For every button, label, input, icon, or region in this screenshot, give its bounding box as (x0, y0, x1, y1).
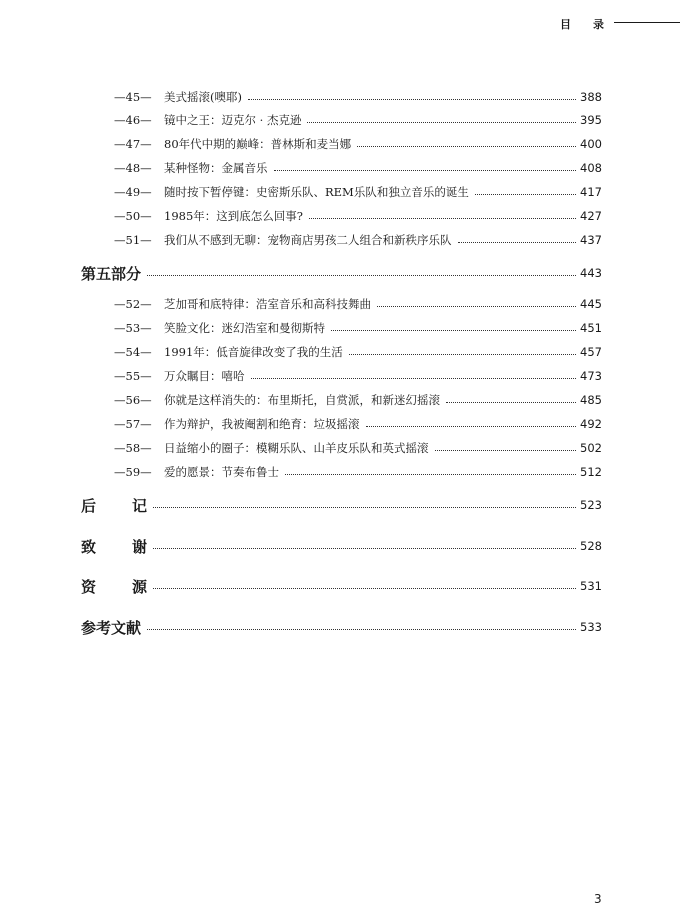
chapter-title: 爱的愿景：节奏布鲁士 (164, 465, 279, 479)
page-number: 492 (580, 417, 602, 431)
toc-entry[interactable] (114, 391, 602, 409)
dot-leader (147, 275, 576, 276)
part-title-char: 致 (81, 537, 97, 556)
toc-entry[interactable] (114, 183, 602, 201)
page-number: 523 (580, 498, 602, 512)
chapter-number: —45— (114, 90, 152, 104)
toc-afterword[interactable] (81, 494, 602, 516)
dot-leader (147, 629, 576, 630)
part-title (81, 576, 147, 597)
dot-leader (153, 588, 576, 589)
page-number: 437 (580, 233, 602, 247)
running-header-right: 录 (593, 18, 604, 31)
dot-leader (475, 194, 576, 195)
toc-entry[interactable] (114, 295, 602, 313)
dot-leader (309, 218, 576, 219)
page-number: 400 (580, 137, 602, 151)
toc-entry[interactable] (114, 415, 602, 433)
page-number: 485 (580, 393, 602, 407)
page-number: 427 (580, 209, 602, 223)
chapter-title: 某种怪物：金属音乐 (164, 161, 268, 175)
chapter-number: —46— (114, 113, 152, 127)
chapter-number: —47— (114, 137, 152, 151)
toc-entry[interactable] (114, 159, 602, 177)
page-number: 473 (580, 369, 602, 383)
page-number: 533 (580, 620, 602, 634)
chapter-number: —52— (114, 297, 152, 311)
page-folio: 3 (594, 892, 602, 906)
part-title-char: 记 (131, 496, 147, 515)
chapter-number: —51— (114, 233, 152, 247)
page-number: 445 (580, 297, 602, 311)
chapter-number: —50— (114, 209, 152, 223)
part-title-char: 谢 (131, 537, 147, 556)
chapter-title: 日益缩小的圈子：模糊乐队、山羊皮乐队和英式摇滚 (164, 441, 429, 455)
running-header (560, 16, 604, 32)
page-number: 502 (580, 441, 602, 455)
dot-leader (446, 402, 576, 403)
chapter-number: —58— (114, 441, 152, 455)
chapter-title: 你就是这样消失的：布里斯托，自赏派，和新迷幻摇滚 (164, 393, 440, 407)
part-title-char: 后 (81, 496, 97, 515)
page-number: 531 (580, 579, 602, 593)
toc-entry[interactable] (114, 231, 602, 249)
dot-leader (458, 242, 577, 243)
chapter-number: —57— (114, 417, 152, 431)
dot-leader (366, 426, 577, 427)
toc-part-heading[interactable] (81, 262, 602, 284)
toc-entry[interactable] (114, 207, 602, 225)
chapter-title: 1991年：低音旋律改变了我的生活 (164, 345, 343, 359)
dot-leader (307, 122, 576, 123)
toc-entry[interactable] (114, 111, 602, 129)
toc-entry[interactable] (114, 319, 602, 337)
dot-leader (153, 507, 576, 508)
toc-entry[interactable] (114, 367, 602, 385)
page-number: 443 (580, 266, 602, 280)
toc-entry[interactable] (114, 463, 602, 481)
header-rule (614, 22, 680, 23)
chapter-title: 镜中之王：迈克尔 · 杰克逊 (164, 113, 302, 127)
page-number: 408 (580, 161, 602, 175)
dot-leader (274, 170, 577, 171)
dot-leader (357, 146, 576, 147)
toc-entry[interactable] (114, 343, 602, 361)
toc-references[interactable] (81, 616, 602, 638)
part-title (81, 536, 147, 557)
chapter-title: 作为辩护，我被阉割和绝育：垃圾摇滚 (164, 417, 360, 431)
page-number: 388 (580, 90, 602, 104)
part-title: 参考文献 (81, 618, 142, 637)
toc-entry[interactable] (114, 439, 602, 457)
chapter-title: 我们从不感到无聊：宠物商店男孩二人组合和新秩序乐队 (164, 233, 452, 247)
part-title (81, 495, 147, 516)
toc-entry[interactable] (114, 135, 602, 153)
dot-leader (285, 474, 576, 475)
page-number: 451 (580, 321, 602, 335)
dot-leader (377, 306, 576, 307)
page-number: 512 (580, 465, 602, 479)
page-number: 457 (580, 345, 602, 359)
chapter-title: 芝加哥和底特律：浩室音乐和高科技舞曲 (164, 297, 371, 311)
chapter-title: 笑脸文化：迷幻浩室和曼彻斯特 (164, 321, 325, 335)
dot-leader (153, 548, 576, 549)
chapter-number: —59— (114, 465, 152, 479)
running-header-left: 目 (560, 18, 571, 31)
chapter-number: —56— (114, 393, 152, 407)
dot-leader (435, 450, 577, 451)
dot-leader (251, 378, 577, 379)
toc-acknowledgements[interactable] (81, 535, 602, 557)
chapter-number: —54— (114, 345, 152, 359)
toc-entry[interactable] (114, 88, 602, 106)
part-title-char: 源 (131, 577, 147, 596)
chapter-title: 80年代中期的巅峰：普林斯和麦当娜 (164, 137, 352, 151)
chapter-title: 万众瞩目：嘻哈 (164, 369, 245, 383)
chapter-number: —55— (114, 369, 152, 383)
chapter-title: 1985年：这到底怎么回事? (164, 209, 303, 223)
chapter-number: —48— (114, 161, 152, 175)
dot-leader (248, 99, 576, 100)
chapter-title: 随时按下暂停键：史密斯乐队、REM乐队和独立音乐的诞生 (164, 185, 469, 199)
part-title-char: 资 (81, 577, 97, 596)
chapter-number: —53— (114, 321, 152, 335)
page-number: 417 (580, 185, 602, 199)
chapter-title: 美式摇滚(噢耶) (164, 90, 242, 104)
part-title: 第五部分 (81, 264, 142, 283)
chapter-number: —49— (114, 185, 152, 199)
toc-resources[interactable] (81, 575, 602, 597)
dot-leader (349, 354, 576, 355)
dot-leader (331, 330, 576, 331)
page-number: 395 (580, 113, 602, 127)
page-number: 528 (580, 539, 602, 553)
